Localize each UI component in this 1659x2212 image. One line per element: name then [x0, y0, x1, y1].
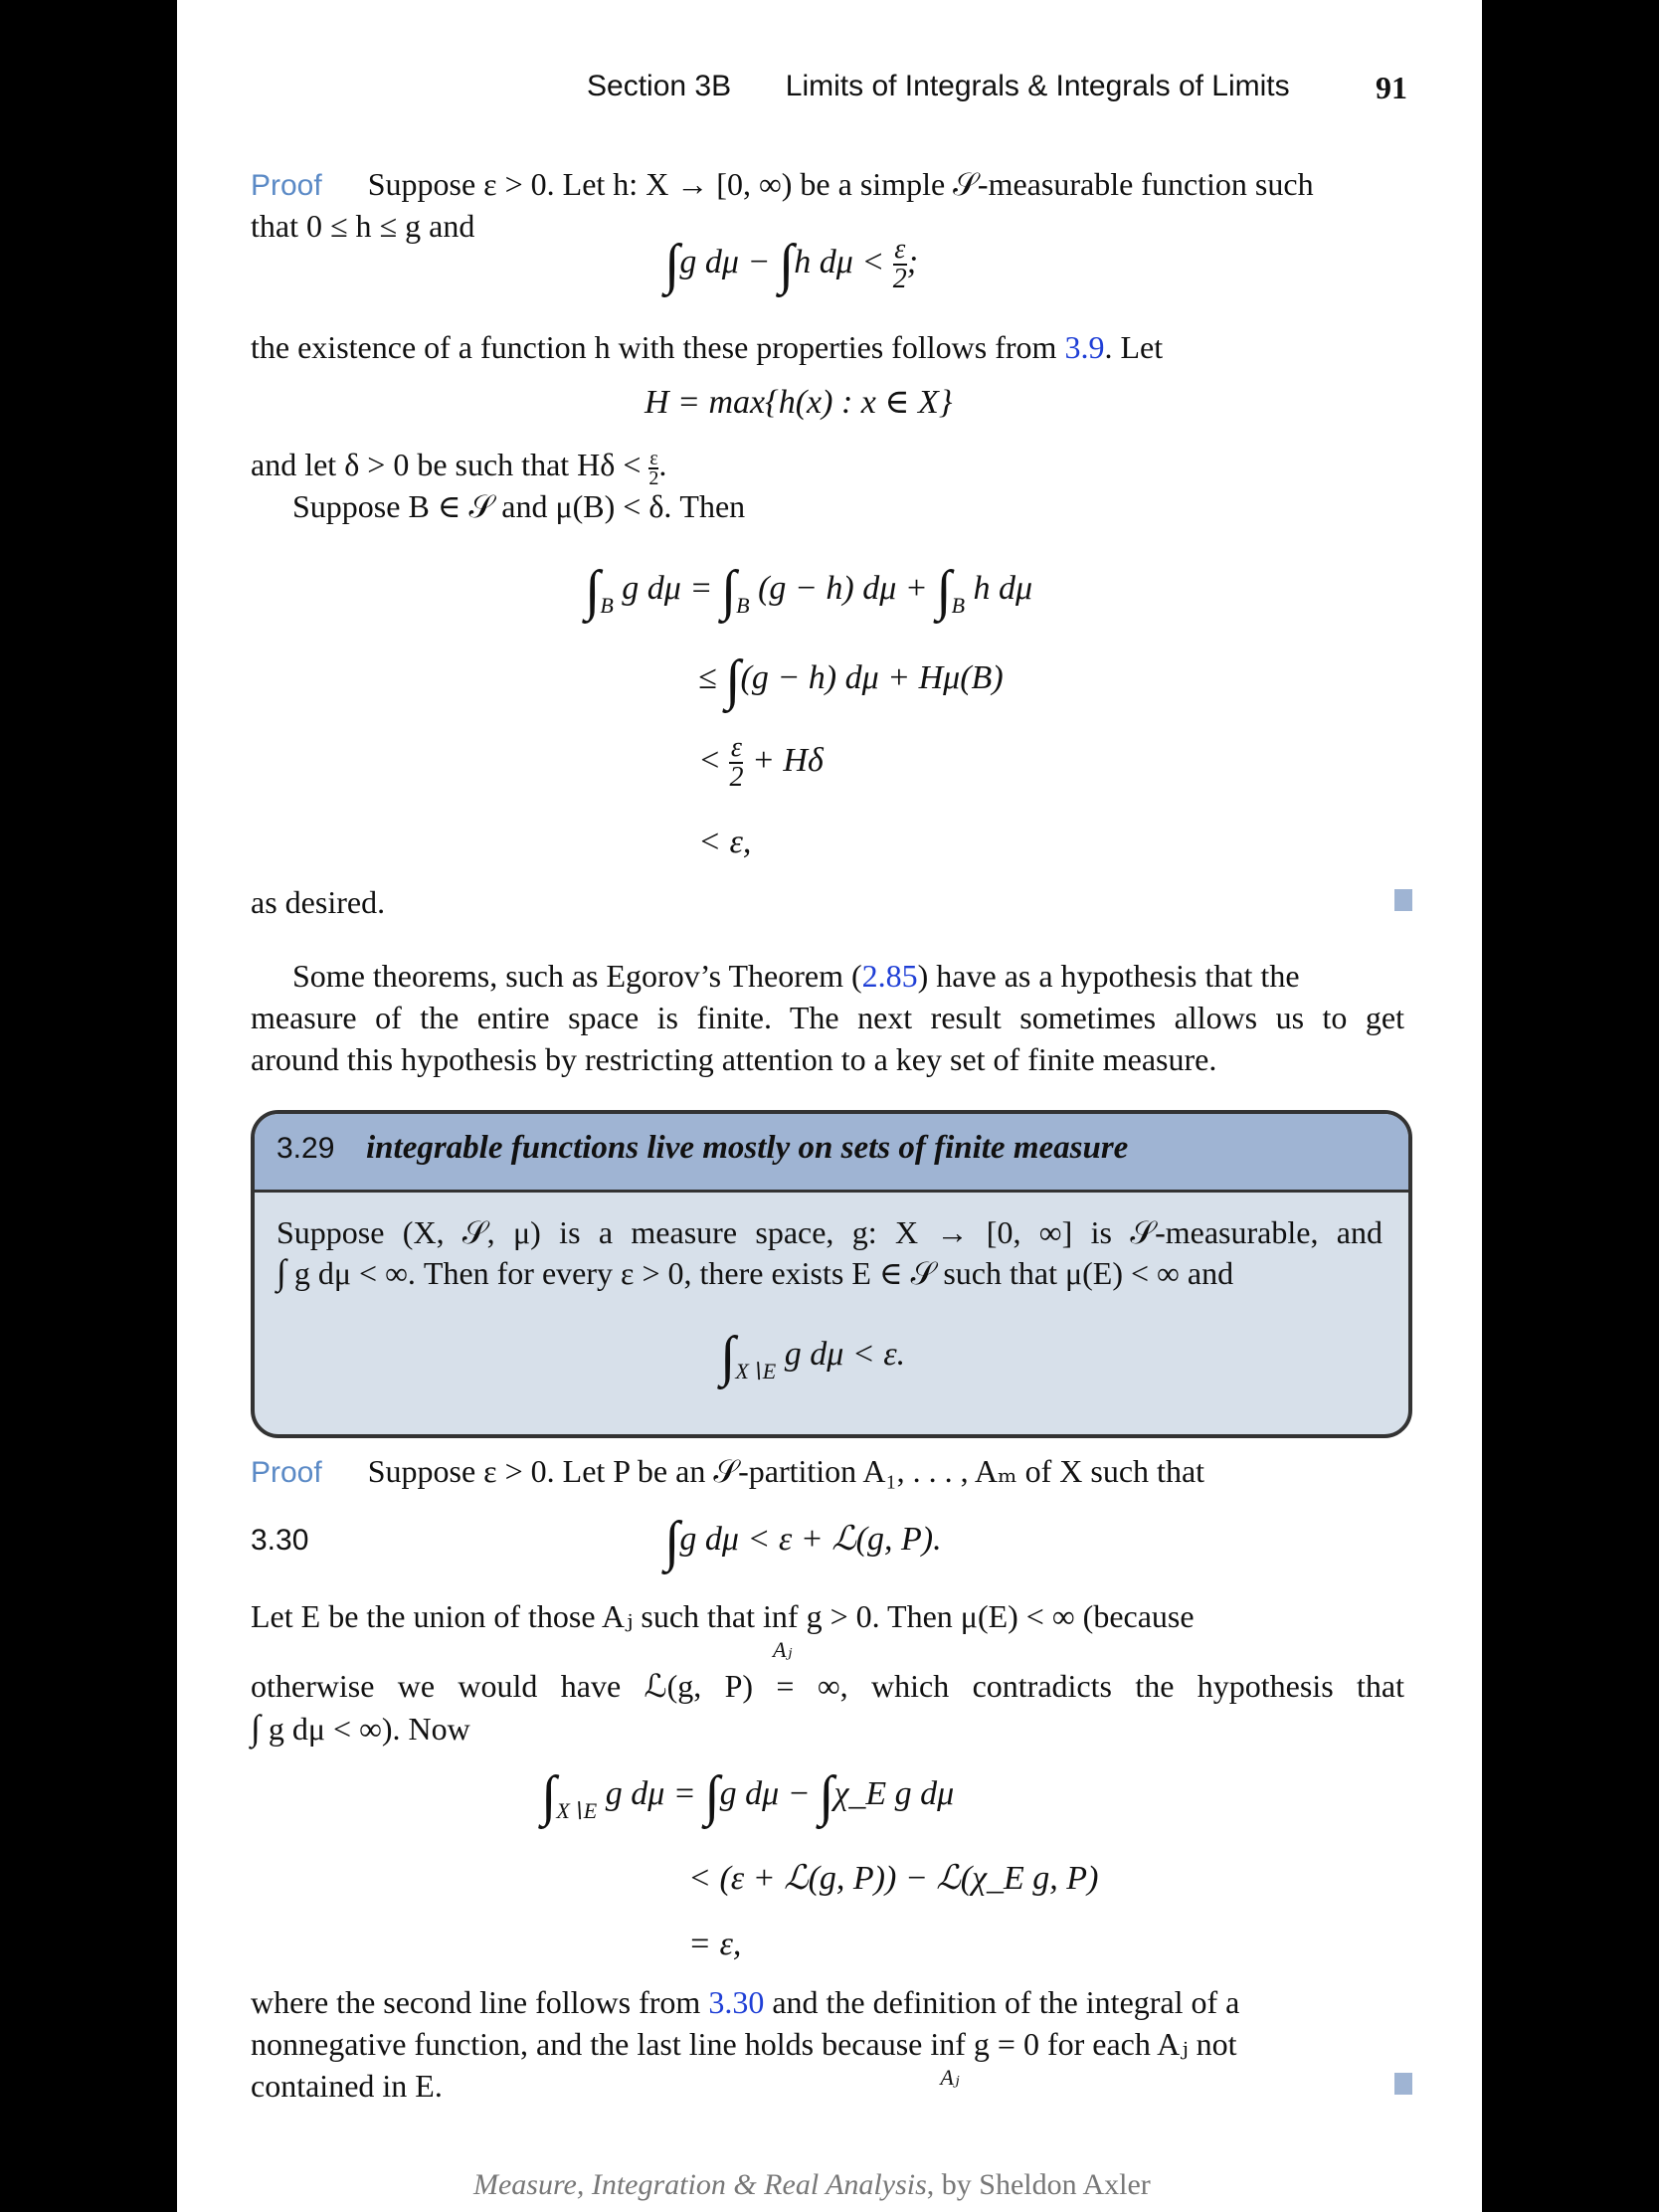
running-header	[587, 70, 1290, 103]
section-title: Limits of Integrals & Integrals of Limits	[785, 70, 1290, 102]
equation-3-30: ∫g dμ < ε + ℒ(g, P).	[664, 1511, 942, 1572]
proof2-line6: nonnegative function, and the last line holds because inf Aⱼ g = 0 for each Aⱼ not	[251, 2026, 1237, 2090]
page-number: 91	[1376, 70, 1407, 105]
equation-4-row1: $\int_{X∖E}$ g dμ = ∫g dμ − ∫χ_E g dμ	[541, 1765, 955, 1827]
theorem-number: 3.29	[276, 1132, 335, 1165]
theorem-box	[251, 1110, 1412, 1438]
proof1-line1	[251, 163, 1404, 207]
proof2-line2: Let E be the union of those Aⱼ such that inf Aⱼ g > 0. Then μ(E) < ∞ (because	[251, 1598, 1195, 1662]
proof2-line7: contained in E.	[251, 2068, 443, 2104]
para-line3: around this hypothesis by restricting attention to a key set of finite measure.	[251, 1041, 1217, 1077]
ref-3-9-link[interactable]: 3.9	[1064, 329, 1105, 365]
theorem-equation: $\int_{X∖E}$ g dμ < ε.	[720, 1326, 906, 1387]
theorem-title: integrable functions live mostly on sets of finite measure	[366, 1130, 1129, 1166]
proof1-line2: that 0 ≤ h ≤ g and	[251, 208, 475, 244]
equation-3-row3: < $\frac{\varepsilon}{2}$ + Hδ	[698, 732, 824, 793]
qed-mark	[1394, 2073, 1412, 2095]
equation-3-row4: < ε,	[698, 824, 752, 860]
proof2-line3: otherwise we would have ℒ(g, P) = ∞, which contradicts the hypothesis that	[251, 1668, 1404, 1704]
proof2-line1: Proof Suppose ε > 0. Let P be an 𝒮-partition A₁, . . . , Aₘ of X such that	[251, 1453, 1205, 1489]
proof-label: Proof	[251, 1456, 322, 1489]
qed-mark	[1394, 889, 1412, 911]
equation-label-3-30: 3.30	[251, 1524, 309, 1557]
proof2-line4: ∫ g dμ < ∞). Now	[251, 1708, 470, 1748]
ref-2-85-link[interactable]: 2.85	[861, 958, 918, 994]
proof-label: Proof	[251, 169, 322, 202]
para-line2: measure of the entire space is finite. The next result sometimes allows us to get	[251, 1000, 1404, 1035]
footer	[473, 2168, 1151, 2202]
proof1-line5: Suppose B ∈ 𝒮 and μ(B) < δ. Then	[292, 488, 746, 524]
equation-4-row3: = ε,	[688, 1926, 742, 1962]
proof2-line5: where the second line follows from 3.30 and the definition of the integral of a	[251, 1984, 1240, 2020]
theorem-line1: Suppose (X, 𝒮, μ) is a measure space, g: X → [0, ∞] is 𝒮-measurable, and	[276, 1214, 1382, 1250]
ref-3-30-link[interactable]: 3.30	[708, 1984, 765, 2020]
book-page	[177, 0, 1482, 2212]
equation-4-row2: < (ε + ℒ(g, P)) − ℒ(χ_E g, P)	[688, 1860, 1099, 1897]
proof1-line6: as desired.	[251, 884, 386, 920]
proof1-text1: Suppose ε > 0. Let h: X → [0, ∞) be a simple 𝒮-measurable function such	[367, 166, 1314, 202]
equation-2: H = max{h(x) : x ∈ X}	[645, 384, 953, 421]
proof1-line4: and let δ > 0 be such that Hδ < $\frac{\varepsilon}{2}$ .	[251, 447, 667, 489]
proof1-line3: the existence of a function h with these properties follows from 3.9. Let	[251, 329, 1164, 365]
equation-1: ∫g dμ − ∫h dμ < $\frac{\varepsilon}{2}$ ;	[664, 234, 919, 295]
theorem-header	[255, 1114, 1408, 1193]
section-label: Section 3B	[587, 70, 732, 102]
equation-3-row1: $\int_B$ g $d\mu = \int_B$ (g − h) $d\mu + \int_B$ h dμ	[585, 560, 1033, 622]
equation-3-row2: ≤ ∫(g − h) dμ + Hμ(B)	[698, 649, 1004, 711]
footer-book-title: Measure, Integration & Real Analysis	[473, 2168, 927, 2201]
para-line1: Some theorems, such as Egorov’s Theorem (2.85) have as a hypothesis that the	[292, 958, 1300, 994]
footer-author: , by Sheldon Axler	[926, 2168, 1151, 2201]
theorem-line2: ∫ g dμ < ∞. Then for every ε > 0, there exists E ∈ 𝒮 such that μ(E) < ∞ and	[276, 1252, 1234, 1292]
